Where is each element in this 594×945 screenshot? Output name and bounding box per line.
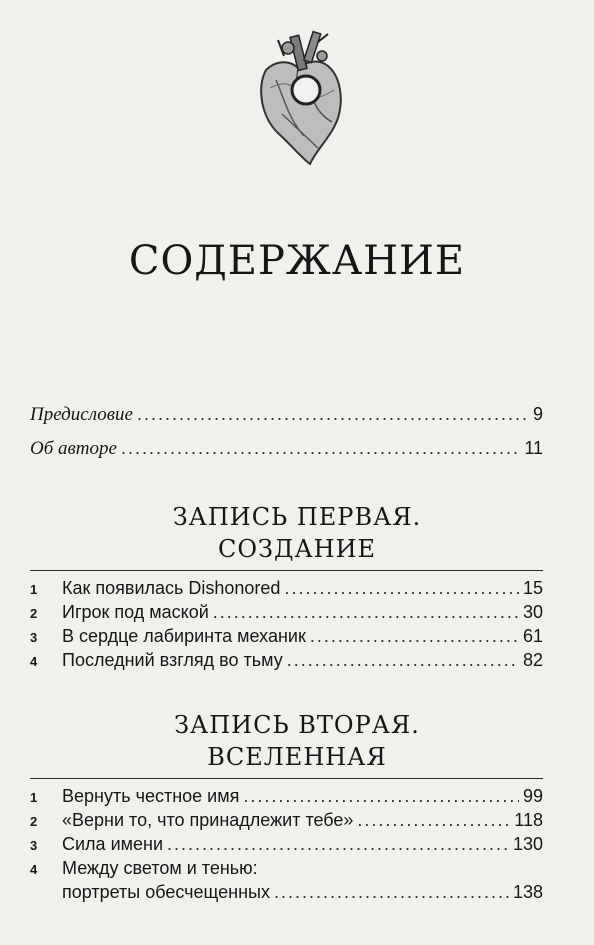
toc-entry-page: 138 bbox=[512, 882, 543, 902]
mechanical-heart-icon bbox=[248, 18, 348, 168]
chapter-number: 2 bbox=[30, 814, 38, 829]
toc-entry-label: Предисловие bbox=[30, 404, 133, 425]
toc-entry[interactable] bbox=[30, 784, 543, 808]
page-title: СОДЕРЖАНИЕ bbox=[128, 238, 466, 284]
toc-entry[interactable] bbox=[30, 808, 543, 832]
toc-entry-label: Об авторе bbox=[30, 438, 117, 459]
toc-entry-label: В сердце лабиринта механик bbox=[62, 626, 306, 646]
toc-entry-page: 30 bbox=[522, 602, 543, 622]
toc-entry-page: 118 bbox=[514, 810, 543, 830]
toc-entry-page: 82 bbox=[522, 650, 543, 670]
toc-entry-first-line[interactable] bbox=[30, 856, 543, 880]
toc-entry-label-line2: портреты обесчещенных bbox=[62, 882, 270, 902]
toc-entry-label: Как появилась Dishonored bbox=[62, 578, 281, 598]
toc-entry[interactable] bbox=[30, 600, 543, 624]
chapter-number: 2 bbox=[30, 606, 38, 621]
toc-entry[interactable] bbox=[30, 576, 543, 600]
chapter-number: 4 bbox=[30, 654, 38, 669]
part-two-subtitle: ВСЕЛЕННАЯ bbox=[207, 743, 387, 771]
toc-entry-label: Вернуть честное имя bbox=[62, 786, 240, 806]
chapter-number: 1 bbox=[30, 790, 38, 805]
leader-dots bbox=[121, 436, 520, 460]
part-two-title: ЗАПИСЬ ВТОРАЯ. bbox=[174, 711, 420, 739]
divider bbox=[30, 778, 543, 779]
leader-dots bbox=[357, 808, 510, 832]
toc-entry-label: «Верни то, что принадлежит тебе» bbox=[62, 810, 354, 830]
toc-entry-label: Сила имени bbox=[62, 834, 164, 854]
toc-entry[interactable] bbox=[30, 648, 543, 672]
leader-dots bbox=[310, 624, 519, 648]
divider bbox=[30, 570, 543, 571]
toc-entry-page: 130 bbox=[512, 834, 543, 854]
chapter-number: 3 bbox=[30, 838, 38, 853]
leader-dots bbox=[284, 576, 519, 600]
leader-dots bbox=[137, 402, 529, 426]
part-one-subtitle: СОЗДАНИЕ bbox=[217, 535, 377, 563]
toc-entry-about-author[interactable] bbox=[30, 436, 543, 460]
toc-entry-page: 99 bbox=[522, 786, 543, 806]
part-one-title: ЗАПИСЬ ПЕРВАЯ. bbox=[172, 503, 422, 531]
toc-entry-page: 61 bbox=[522, 626, 543, 646]
leader-dots bbox=[274, 880, 509, 904]
toc-entry-label: Между светом и тенью: bbox=[62, 858, 258, 878]
toc-entry-label: Игрок под маской bbox=[62, 602, 209, 622]
toc-entry-label: Последний взгляд во тьму bbox=[62, 650, 283, 670]
chapter-number: 3 bbox=[30, 630, 38, 645]
toc-entry-page: 9 bbox=[532, 404, 543, 424]
leader-dots bbox=[167, 832, 509, 856]
chapter-number: 4 bbox=[30, 862, 38, 877]
leader-dots bbox=[287, 648, 519, 672]
toc-entry-page: 15 bbox=[522, 578, 543, 598]
toc-entry[interactable] bbox=[30, 624, 543, 648]
leader-dots bbox=[213, 600, 519, 624]
leader-dots bbox=[243, 784, 519, 808]
toc-entry-second-line[interactable] bbox=[30, 880, 543, 904]
toc-entry-page: 11 bbox=[524, 438, 543, 458]
toc-entry-preface[interactable] bbox=[30, 402, 543, 426]
chapter-number: 1 bbox=[30, 582, 38, 597]
toc-entry[interactable] bbox=[30, 832, 543, 856]
